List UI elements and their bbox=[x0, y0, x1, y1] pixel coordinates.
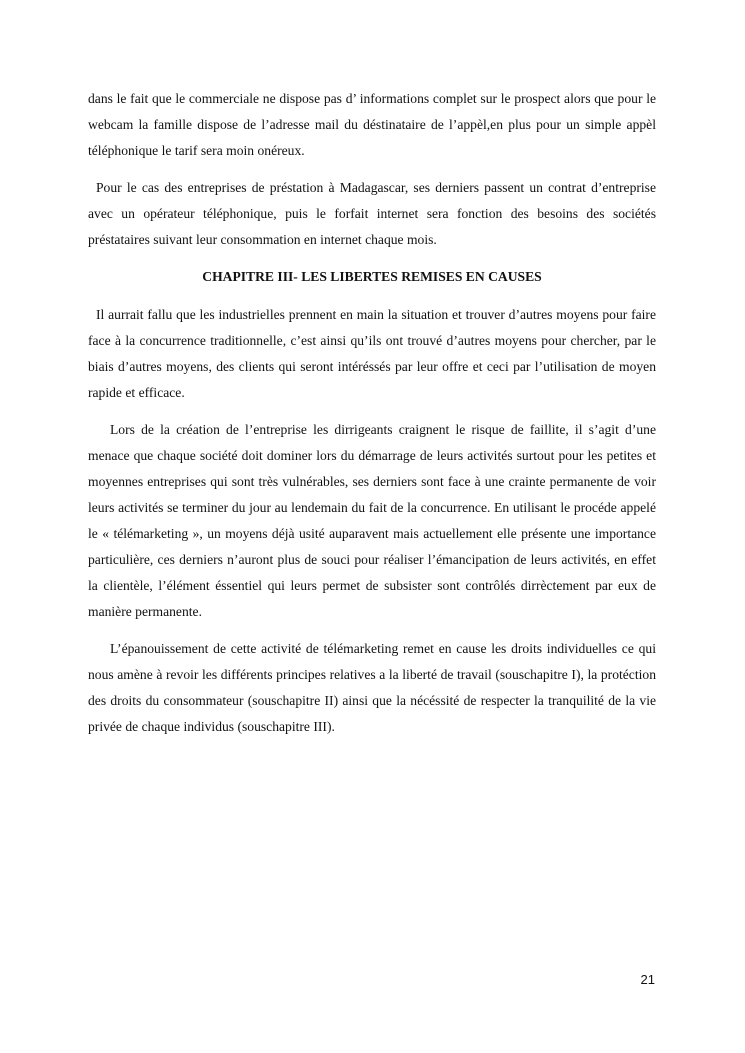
paragraph-continuation: dans le fait que le commerciale ne dispose pas d’ informations complet sur le prospect alors que pour le webcam la famille dispose de l’adresse mail du déstinataire de l’appèl,en plus pour un simple appèl téléphonique le tarif sera moin onéreux. bbox=[88, 91, 656, 158]
chapter-heading: CHAPITRE III- LES LIBERTES REMISES EN CAUSES bbox=[202, 269, 542, 284]
page-body bbox=[88, 86, 656, 751]
paragraph-industrials: Il aurrait fallu que les industrielles prennent en main la situation et trouver d’autres moyens pour faire face à la concurrence traditionnelle, c’est ainsi qu’ils ont trouvé d’autres moyens pour chercher, par le biais d’autres moyens, des clients qui seront intéréssés par leur offre et ceci par l’utilisation de moyen rapide et efficace. bbox=[88, 307, 656, 400]
paragraph-madagascar-providers: Pour le cas des entreprises de préstation à Madagascar, ses derniers passent un contrat d’entreprise avec un opérateur téléphonique, puis le forfait internet sera fonction des besoins des sociétés préstataires suivant leur consommation en internet chaque mois. bbox=[88, 180, 656, 247]
paragraph-bankruptcy-risk: Lors de la création de l’entreprise les dirrigeants craignent le risque de faillite, il s’agit d’une menace que chaque société doit dominer lors du démarrage de leurs activités surtout pour les petites et moyennes entreprises qui sont très vulnérables, ses derniers sont face à une crainte permanente de voir leurs activités se terminer du jour au lendemain du fait de la concurrence. En utilisant le procéde appelé le « télémarketing », un moyens déjà usité auparavent mais actuellement elle présente une importance particulière, ces derniers n’auront plus de souci pour réaliser l’émancipation de leurs activités, en effet la clientèle, l’élément éssentiel qui leurs permet de subsister sont contrôlés dirrèctement par eux de manière permanente. bbox=[88, 422, 656, 619]
page-number: 21 bbox=[640, 972, 655, 987]
paragraph-telemarketing-rights: L’épanouissement de cette activité de télémarketing remet en cause les droits individuelles ce qui nous amène à revoir les différents principes relatives a la liberté de travail (souschapitre I), la protéction des droits du consommateur (souschapitre II) ainsi que la nécéssité de respecter la tranquilité de la vie privée de chaque individus (souschapitre III). bbox=[88, 641, 656, 734]
